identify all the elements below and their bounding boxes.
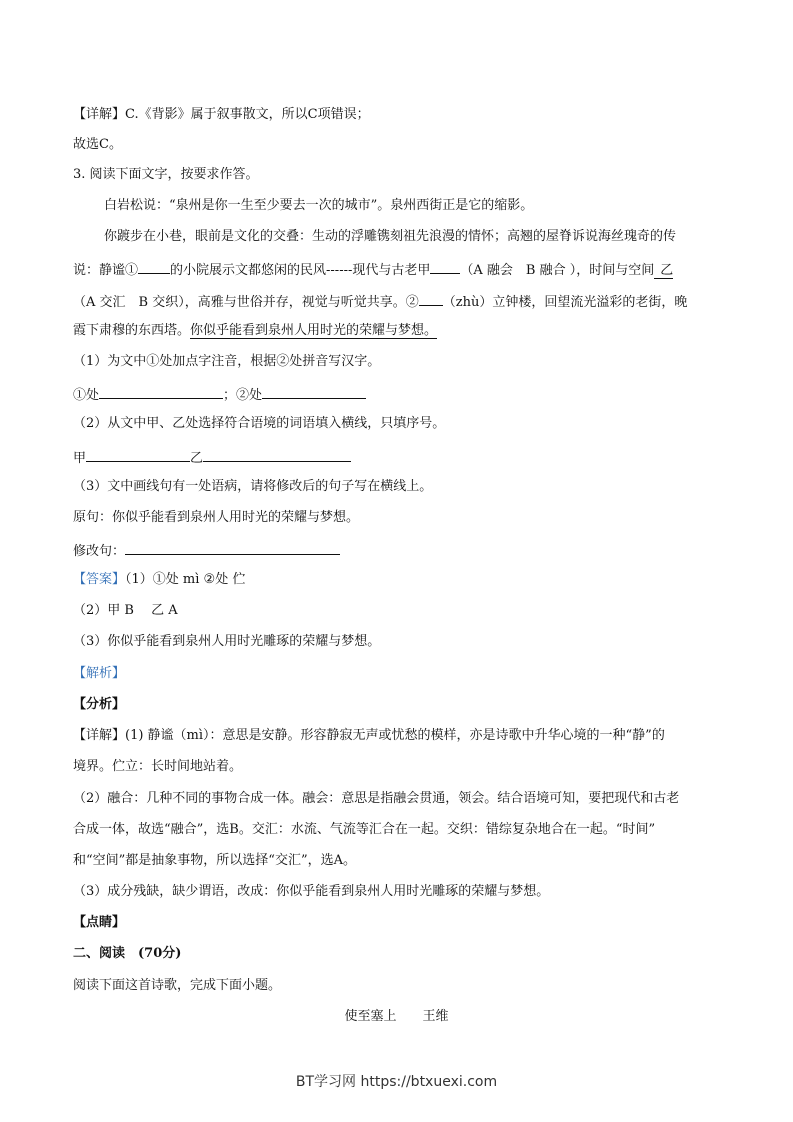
passage-line-1: 白岩松说：“泉州是你一生至少要去一次的城市”。泉州西街正是它的缩影。 (104, 198, 534, 213)
dianjing-tag: 【点睛】 (73, 915, 126, 930)
footer-watermark: BT学习网 https://btxuexi.com (295, 1074, 498, 1090)
answer-tag: 【答案】 (73, 572, 126, 587)
answer-blank-2 (262, 384, 366, 399)
passage-text: （A 交汇 B 交织），高雅与世俗并存，视觉与听觉共享。② (73, 295, 419, 310)
revised-sentence-line (73, 540, 340, 561)
revised-blank (125, 540, 340, 555)
fenxi-tag: 【分析】 (73, 697, 126, 712)
reading-instruction: 阅读下面这首诗歌，完成下面小题。 (73, 978, 282, 993)
explanation-line-4: 合成一体，故选“融合”，选B。交汇：水流、气流等汇合在一起。交织：错综复杂地合在一起。“时间” (73, 822, 656, 837)
explanation-line-6: （3）成分残缺，缺少谓语，改成：你似乎能看到泉州人用时光雕琢的荣耀与梦想。 (73, 884, 550, 899)
answer-line-2 (73, 447, 351, 468)
label-jia: 甲 (73, 451, 87, 466)
passage-text: （zhù）立钟楼，回望流光溢彩的老街，晚 (442, 295, 688, 310)
explanation-line-2: 境界。伫立：长时间地站着。 (73, 759, 243, 774)
passage-text: 的小院展示文都悠闲的民风------现代与古老甲 (170, 263, 431, 278)
passage-line-5 (73, 322, 437, 340)
passage-text: （A 融会 B 融合 ），时间与空间 (460, 263, 655, 278)
blank-yi: 乙 (654, 263, 673, 279)
answer-3: （3）你似乎能看到泉州人用时光雕琢的荣耀与梦想。 (73, 634, 381, 649)
original-sentence: 原句：你似乎能看到泉州人用时光的荣耀与梦想。 (73, 510, 360, 525)
underlined-sentence: 你似乎能看到泉州人用时光的荣耀与梦想。 (190, 323, 438, 338)
answer-2: （2）甲 B 乙 A (73, 603, 178, 618)
answer-line (73, 571, 245, 589)
answer-blank-yi (203, 447, 351, 462)
poem-title: 使至塞上 王维 (344, 1009, 449, 1024)
explanation-line-5: 和“空间”都是抽象事物，所以选择“交汇”，选A。 (73, 853, 356, 868)
passage-text: 霞下肃穆的东西塔。 (73, 323, 191, 338)
answer-choice-line: 故选C。 (73, 137, 122, 152)
label-2: ；②处 (223, 388, 263, 403)
sub-question-1: （1）为文中①处加点字注音，根据②处拼音写汉字。 (73, 354, 381, 369)
revised-label: 修改句： (73, 544, 126, 559)
blank-2 (419, 291, 443, 306)
section-2-title: 二、阅读 (70分) (73, 946, 182, 961)
answer-1: （1）①处 mì ②处 伫 (125, 572, 246, 587)
answer-line-1 (73, 384, 366, 405)
analysis-tag: 【解析】 (73, 666, 126, 681)
passage-line-2: 你踱步在小巷，眼前是文化的交叠：生动的浮雕镌刻祖先浪漫的情怀；高翘的屋脊诉说海丝瑰奇的传 (104, 229, 677, 244)
sub-question-3: （3）文中画线句有一处语病，请将修改后的句子写在横线上。 (73, 479, 433, 494)
blank-jia (430, 259, 460, 274)
label-1: ①处 (73, 388, 100, 403)
answer-blank-1 (99, 384, 223, 399)
passage-text: 说：静谧① (73, 263, 139, 278)
blank-1 (138, 259, 170, 274)
explanation-line-1: 【详解】(1) 静谧（mì）：意思是安静。形容静寂无声或忧愁的模样，亦是诗歌中升华心境的一种“静”的 (73, 728, 665, 743)
passage-line-3 (73, 259, 673, 280)
passage-line-4 (73, 291, 687, 312)
sub-question-2: （2）从文中甲、乙处选择符合语境的词语填入横线，只填序号。 (73, 416, 446, 431)
detail-line: 【详解】C.《背影》属于叙事散文，所以C项错误； (73, 107, 370, 122)
answer-blank-jia (86, 447, 190, 462)
question-3-title: 3. 阅读下面文字，按要求作答。 (73, 167, 259, 182)
explanation-line-3: （2）融合：几种不同的事物合成一体。融会：意思是指融会贯通，领会。结合语境可知，要把现代和古老 (73, 791, 680, 806)
label-yi: 乙 (190, 451, 204, 466)
